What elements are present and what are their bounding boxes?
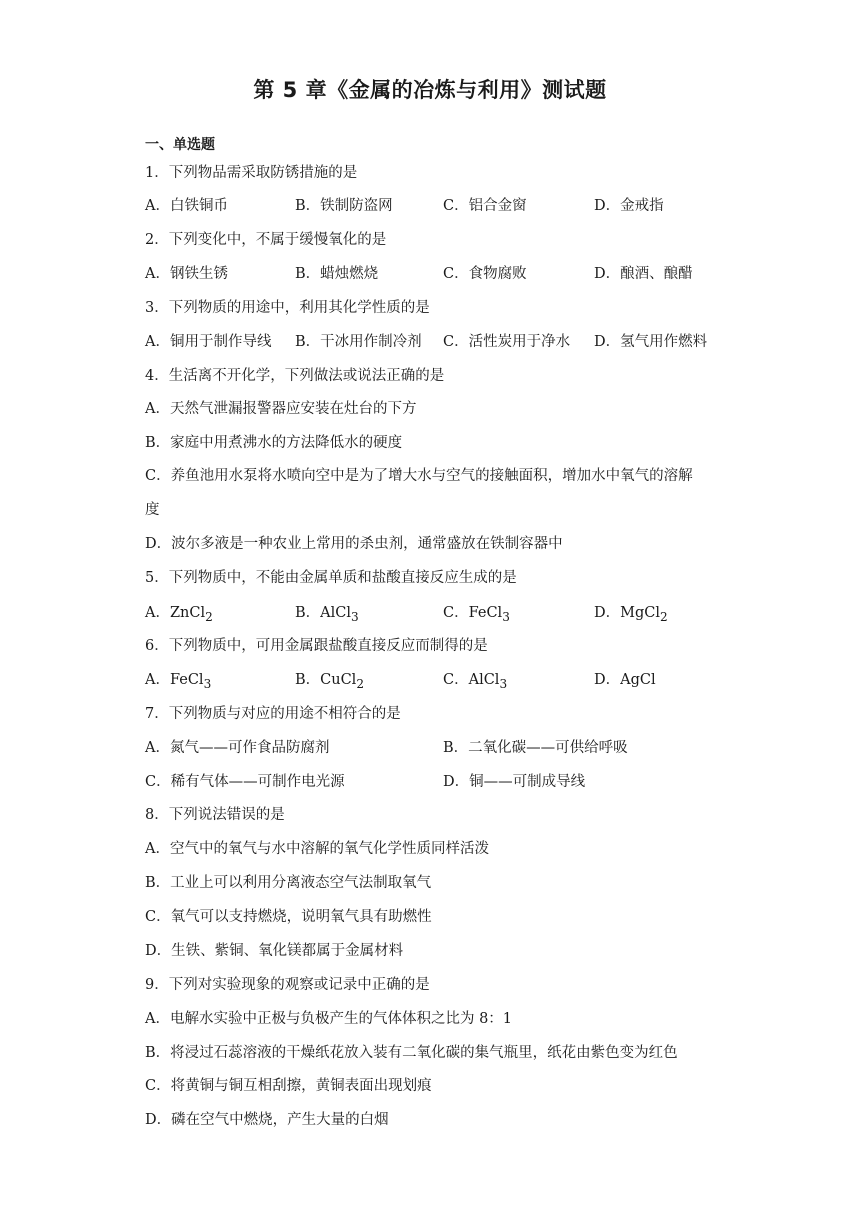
question-2-option-b: B．蜡烛燃烧	[295, 266, 379, 282]
question-6-option-c	[443, 670, 507, 694]
question-4-option-b: B．家庭中用煮沸水的方法降低水的硬度	[145, 435, 403, 451]
formula-text: A．FeCl	[145, 672, 204, 688]
question-4-option-c-continued: 度	[145, 502, 160, 518]
formula-text: A．ZnCl	[145, 605, 206, 621]
formula-subscript: 3	[502, 609, 510, 624]
question-3-option-a: A．铜用于制作导线	[145, 334, 272, 350]
question-1-option-a: A．白铁铜币	[145, 198, 228, 214]
question-2-option-c: C．食物腐败	[443, 266, 527, 282]
question-4-option-d: D．波尔多液是一种农业上常用的杀虫剂，通常盛放在铁制容器中	[145, 536, 563, 552]
question-6-option-d: D．AgCl	[594, 672, 656, 688]
formula-subscript: 2	[660, 609, 668, 624]
question-6-stem: 6．下列物质中，可用金属跟盐酸直接反应而制得的是	[145, 638, 488, 654]
formula-text: C．FeCl	[443, 605, 503, 621]
question-9-option-b: B．将浸过石蕊溶液的干燥纸花放入装有二氧化碳的集气瓶里，纸花由紫色变为红色	[145, 1045, 678, 1061]
question-6-option-a	[145, 670, 211, 694]
formula-text: B．CuCl	[295, 672, 357, 688]
question-1-stem: 1．下列物品需采取防锈措施的是	[145, 165, 358, 181]
question-5-option-c	[443, 603, 510, 627]
question-6-option-b	[295, 670, 364, 694]
question-5-option-d	[594, 603, 668, 627]
question-7-stem: 7．下列物质与对应的用途不相符合的是	[145, 706, 401, 722]
question-8-option-c: C．氧气可以支持燃烧，说明氧气具有助燃性	[145, 909, 432, 925]
question-9-option-c: C．将黄铜与铜互相刮擦，黄铜表面出现划痕	[145, 1078, 432, 1094]
question-1-option-d: D．金戒指	[594, 198, 664, 214]
formula-subscript: 3	[499, 676, 508, 691]
question-9-option-a: A．电解水实验中正极与负极产生的气体体积之比为 8：1	[145, 1011, 513, 1027]
question-3-option-d: D．氢气用作燃料	[594, 334, 708, 350]
formula-subscript: 2	[356, 676, 365, 691]
question-3-option-c: C．活性炭用于净水	[443, 334, 571, 350]
question-5-stem: 5．下列物质中，不能由金属单质和盐酸直接反应生成的是	[145, 570, 517, 586]
formula-subscript: 2	[205, 609, 213, 624]
question-4-option-a: A．天然气泄漏报警器应安装在灶台的下方	[145, 401, 417, 417]
formula-text: D．MgCl	[594, 605, 660, 621]
question-3-stem: 3．下列物质的用途中，利用其化学性质的是	[145, 300, 430, 316]
question-2-option-d: D．酿酒、酿醋	[594, 266, 693, 282]
formula-text: B．AlCl	[295, 605, 351, 621]
question-3-option-b: B．干冰用作制冷剂	[295, 334, 422, 350]
question-1-option-b: B．铁制防盗网	[295, 198, 393, 214]
question-7-option-b: B．二氧化碳——可供给呼吸	[443, 740, 628, 756]
question-7-option-c: C．稀有气体——可制作电光源	[145, 774, 345, 790]
question-9-option-d: D．磷在空气中燃烧，产生大量的白烟	[145, 1112, 389, 1128]
question-8-option-a: A．空气中的氧气与水中溶解的氧气化学性质同样活泼	[145, 841, 489, 857]
question-5-option-b	[295, 603, 359, 627]
formula-subscript: 3	[351, 609, 359, 624]
question-7-option-a: A．氮气——可作食品防腐剂	[145, 740, 330, 756]
question-4-stem: 4．生活离不开化学，下列做法或说法正确的是	[145, 368, 445, 384]
formula-subscript: 3	[203, 676, 212, 691]
question-5-option-a	[145, 603, 213, 627]
question-8-option-d: D．生铁、紫铜、氧化镁都属于金属材料	[145, 943, 404, 959]
question-8-stem: 8．下列说法错误的是	[145, 807, 285, 823]
question-1-option-c: C．铝合金窗	[443, 198, 527, 214]
question-7-option-d: D．铜——可制成导线	[443, 774, 586, 790]
page-title: 第 5 章《金属的冶炼与利用》测试题	[253, 78, 607, 102]
question-8-option-b: B．工业上可以利用分离液态空气法制取氧气	[145, 875, 432, 891]
question-2-stem: 2．下列变化中，不属于缓慢氧化的是	[145, 232, 387, 248]
question-9-stem: 9．下列对实验现象的观察或记录中正确的是	[145, 977, 430, 993]
section-heading: 一、单选题	[145, 137, 215, 153]
question-2-option-a: A．钢铁生锈	[145, 266, 228, 282]
question-4-option-c: C．养鱼池用水泵将水喷向空中是为了增大水与空气的接触面积，增加水中氧气的溶解	[145, 468, 693, 484]
formula-text: C．AlCl	[443, 672, 500, 688]
